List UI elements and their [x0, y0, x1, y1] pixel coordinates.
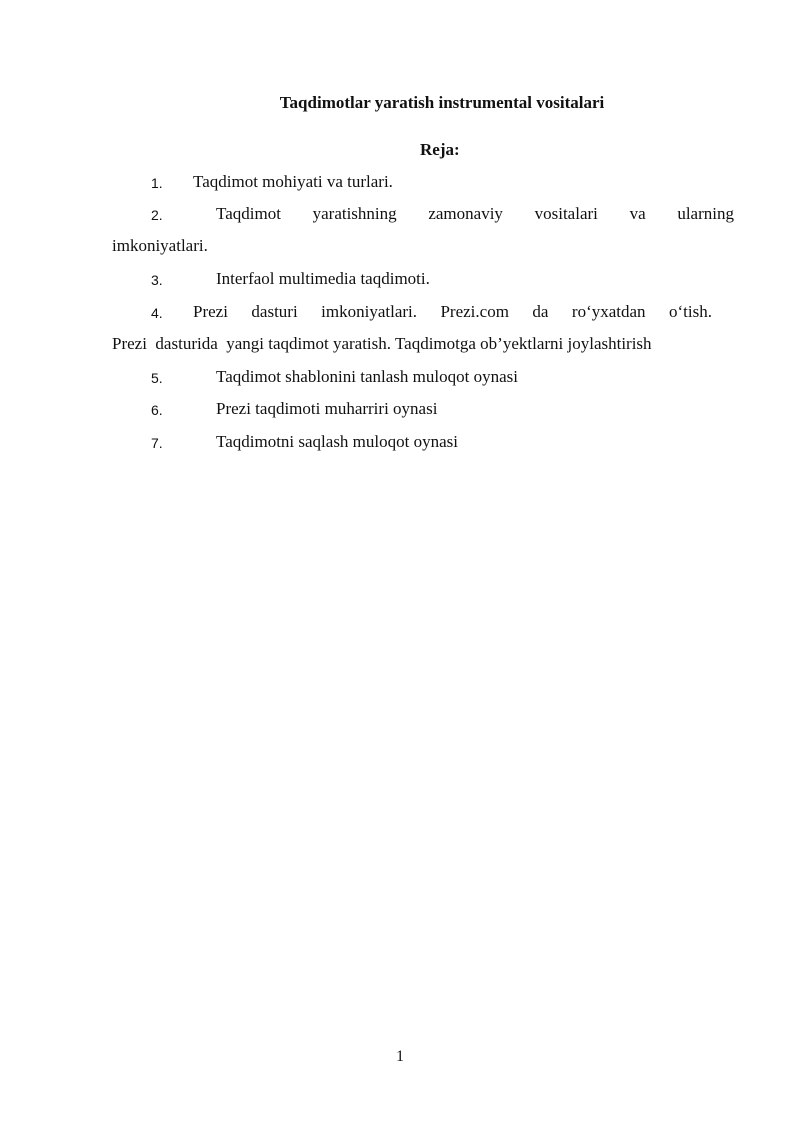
- list-word: dasturi: [251, 302, 298, 321]
- list-word: zamonaviy: [428, 204, 503, 223]
- list-word: imkoniyatlari.: [321, 302, 417, 321]
- list-item-number: 3.: [151, 272, 163, 288]
- list-item-text: Taqdimot shablonini tanlash muloqot oynasi: [216, 367, 518, 386]
- list-item-number: 4.: [151, 305, 163, 321]
- list-word: ularning: [677, 204, 734, 223]
- list-item-text: Interfaol multimedia taqdimoti.: [216, 269, 430, 288]
- list-word: Prezi.com: [440, 302, 509, 321]
- page-number: 1: [396, 1048, 404, 1065]
- list-item-continuation: imkoniyatlari.: [112, 236, 208, 255]
- list-item-number: 2.: [151, 207, 163, 223]
- list-word: Taqdimot: [216, 204, 281, 223]
- list-word: Prezi: [193, 302, 228, 321]
- list-item-continuation: Prezi dasturida yangi taqdimot yaratish. Taqdimotga ob’yektlarni joylashtirish: [112, 334, 652, 353]
- list-item-number: 6.: [151, 402, 163, 418]
- list-word: o‘tish.: [669, 302, 712, 321]
- list-item-number: 7.: [151, 435, 163, 451]
- list-item-number: 1.: [151, 175, 163, 191]
- list-item-text-justified: [193, 302, 712, 322]
- list-word: va: [629, 204, 646, 223]
- list-item-text: Taqdimotni saqlash muloqot oynasi: [216, 432, 458, 451]
- list-item-text-justified: [216, 204, 734, 224]
- document-title: Taqdimotlar yaratish instrumental vositalari: [279, 93, 605, 112]
- list-word: yaratishning: [312, 204, 397, 223]
- list-item-number: 5.: [151, 370, 163, 386]
- list-word: da: [532, 302, 549, 321]
- list-word: ro‘yxatdan: [571, 302, 646, 321]
- list-word: vositalari: [534, 204, 598, 223]
- list-item-text: Taqdimot mohiyati va turlari.: [193, 172, 393, 191]
- list-item-text: Prezi taqdimoti muharriri oynasi: [216, 399, 438, 418]
- plan-heading: Reja:: [420, 140, 460, 159]
